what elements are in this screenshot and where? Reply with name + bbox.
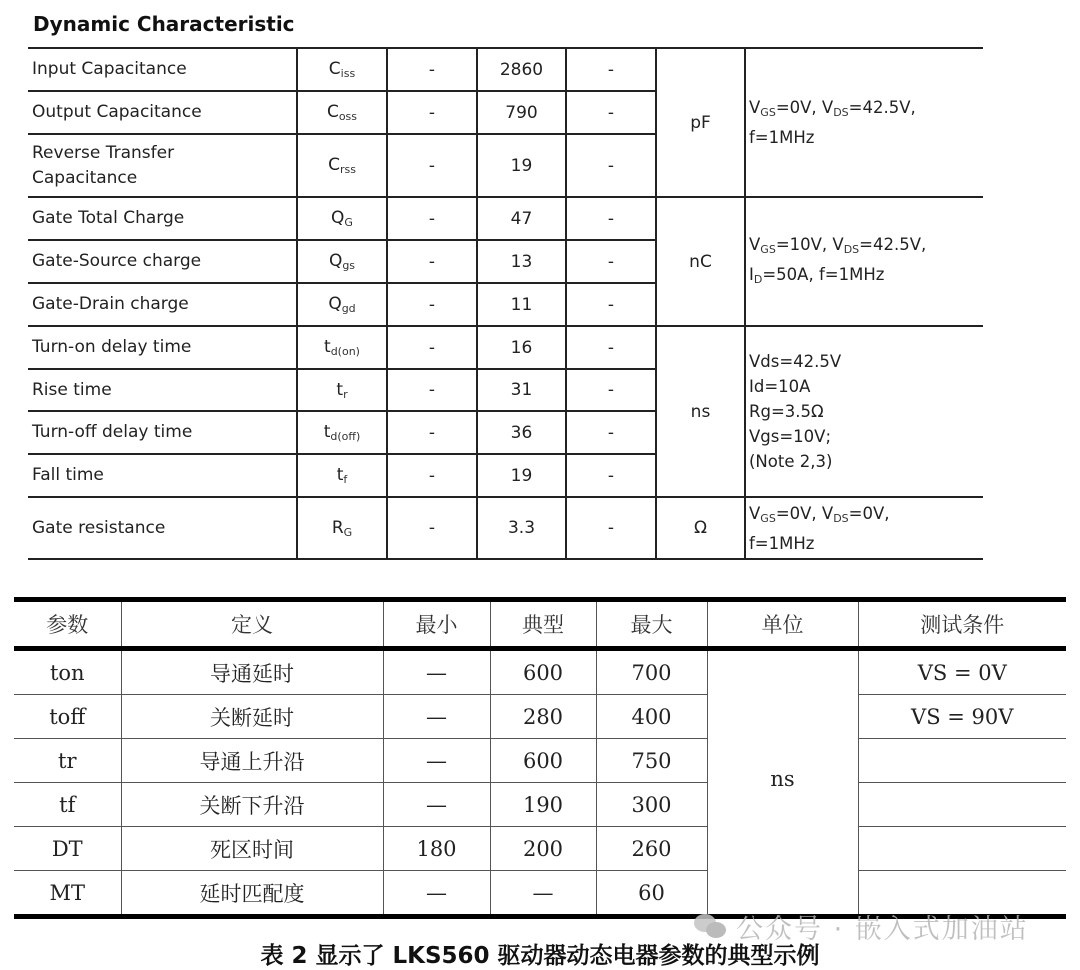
test-condition: $V_{GS}=0V$, $V_{DS}=42.5V$, f=1MHz [745, 48, 983, 197]
condition-cell [858, 827, 1066, 871]
definition-cell: 导通延时 [121, 649, 383, 695]
param-symbol: $R_G$ [297, 497, 387, 559]
table-header-row [14, 600, 1066, 649]
unit-cell: pF [656, 48, 745, 197]
min-cell: — [383, 783, 490, 827]
param-name: Output Capacitance [28, 91, 297, 134]
header-definition: 定义 [121, 600, 383, 649]
param-cell: ton [14, 649, 121, 695]
typ-value: 790 [477, 91, 566, 134]
min-cell: 180 [383, 827, 490, 871]
max-cell: 300 [596, 783, 707, 827]
header-min: 最小 [383, 600, 490, 649]
typ-value: 19 [477, 134, 566, 197]
max-value: - [566, 283, 656, 326]
max-cell: 700 [596, 649, 707, 695]
typ-cell: 200 [490, 827, 596, 871]
min-value: - [387, 197, 477, 240]
typ-cell: 280 [490, 695, 596, 739]
max-value: - [566, 326, 656, 369]
table-caption: 表 2 显示了 LKS560 驱动器动态电器参数的典型示例 [260, 943, 820, 969]
table-row [14, 783, 1066, 827]
max-value: - [566, 240, 656, 283]
table-row [28, 497, 983, 559]
param-name: Input Capacitance [28, 48, 297, 91]
definition-cell: 关断延时 [121, 695, 383, 739]
header-max: 最大 [596, 600, 707, 649]
param-symbol: $C_{oss}$ [297, 91, 387, 134]
param-symbol: $C_{iss}$ [297, 48, 387, 91]
max-cell: 750 [596, 739, 707, 783]
header-param: 参数 [14, 600, 121, 649]
max-value: - [566, 454, 656, 497]
param-name: Turn-on delay time [28, 326, 297, 369]
param-name: Gate resistance [28, 497, 297, 559]
param-name: Rise time [28, 369, 297, 411]
test-condition: Vds=42.5V Id=10A Rg=3.5Ω Vgs=10V; (Note 2,3) [745, 326, 983, 497]
min-value: - [387, 283, 477, 326]
param-symbol: $C_{rss}$ [297, 134, 387, 197]
param-symbol: $t_r$ [297, 369, 387, 411]
min-value: - [387, 48, 477, 91]
dynamic-characteristic-table [28, 47, 983, 560]
table-row [28, 48, 983, 91]
param-cell: tr [14, 739, 121, 783]
watermark-text: 公众号 · 嵌入式加油站 [736, 914, 1029, 945]
typ-value: 47 [477, 197, 566, 240]
definition-cell: 导通上升沿 [121, 739, 383, 783]
typ-value: 31 [477, 369, 566, 411]
header-typ: 典型 [490, 600, 596, 649]
max-value: - [566, 411, 656, 454]
min-cell: — [383, 739, 490, 783]
max-value: - [566, 91, 656, 134]
typ-cell: — [490, 871, 596, 917]
min-value: - [387, 497, 477, 559]
unit-cell: Ω [656, 497, 745, 559]
typ-cell: 600 [490, 739, 596, 783]
condition-cell [858, 739, 1066, 783]
max-cell: 60 [596, 871, 707, 917]
typ-value: 3.3 [477, 497, 566, 559]
max-value: - [566, 197, 656, 240]
table-row [28, 326, 983, 369]
wechat-icon [694, 914, 728, 940]
definition-cell: 死区时间 [121, 827, 383, 871]
max-value: - [566, 497, 656, 559]
param-name: Turn-off delay time [28, 411, 297, 454]
param-name: Gate Total Charge [28, 197, 297, 240]
min-value: - [387, 91, 477, 134]
min-value: - [387, 369, 477, 411]
min-cell: — [383, 871, 490, 917]
condition-cell [858, 783, 1066, 827]
param-symbol: $Q_{gd}$ [297, 283, 387, 326]
max-value: - [566, 369, 656, 411]
typ-value: 19 [477, 454, 566, 497]
min-value: - [387, 326, 477, 369]
unit-cell: nC [656, 197, 745, 326]
min-value: - [387, 240, 477, 283]
min-value: - [387, 411, 477, 454]
param-name: Fall time [28, 454, 297, 497]
table-row [14, 827, 1066, 871]
typ-value: 11 [477, 283, 566, 326]
driver-dynamic-table [14, 597, 1066, 919]
header-test-condition: 测试条件 [858, 600, 1066, 649]
header-unit: 单位 [707, 600, 858, 649]
param-cell: DT [14, 827, 121, 871]
typ-value: 2860 [477, 48, 566, 91]
test-condition: $V_{GS}=0V$, $V_{DS}=0V$, f=1MHz [745, 497, 983, 559]
min-cell: — [383, 695, 490, 739]
param-name: Gate-Drain charge [28, 283, 297, 326]
param-cell: toff [14, 695, 121, 739]
param-symbol: $Q_G$ [297, 197, 387, 240]
table-row [14, 739, 1066, 783]
definition-cell: 延时匹配度 [121, 871, 383, 917]
test-condition: $V_{GS}=10V$, $V_{DS}=42.5V$, $I_D=50A$, f=1MHz [745, 197, 983, 326]
typ-value: 13 [477, 240, 566, 283]
min-value: - [387, 134, 477, 197]
typ-value: 36 [477, 411, 566, 454]
typ-cell: 190 [490, 783, 596, 827]
table-row [14, 695, 1066, 739]
typ-value: 16 [477, 326, 566, 369]
table-row [28, 197, 983, 240]
param-symbol: $Q_{gs}$ [297, 240, 387, 283]
max-cell: 400 [596, 695, 707, 739]
param-symbol: $t_{d(on)}$ [297, 326, 387, 369]
param-name: Reverse Transfer Capacitance [28, 134, 297, 197]
section-title: Dynamic Characteristic [33, 12, 295, 36]
condition-cell: VS = 90V [858, 695, 1066, 739]
table-row [14, 649, 1066, 695]
unit-cell: ns [656, 326, 745, 497]
definition-cell: 关断下升沿 [121, 783, 383, 827]
unit-cell: ns [707, 649, 858, 917]
max-value: - [566, 48, 656, 91]
typ-cell: 600 [490, 649, 596, 695]
param-symbol: $t_f$ [297, 454, 387, 497]
param-symbol: $t_{d(off)}$ [297, 411, 387, 454]
max-value: - [566, 134, 656, 197]
max-cell: 260 [596, 827, 707, 871]
param-cell: MT [14, 871, 121, 917]
param-cell: tf [14, 783, 121, 827]
condition-cell: VS = 0V [858, 649, 1066, 695]
param-name: Gate-Source charge [28, 240, 297, 283]
min-value: - [387, 454, 477, 497]
min-cell: — [383, 649, 490, 695]
